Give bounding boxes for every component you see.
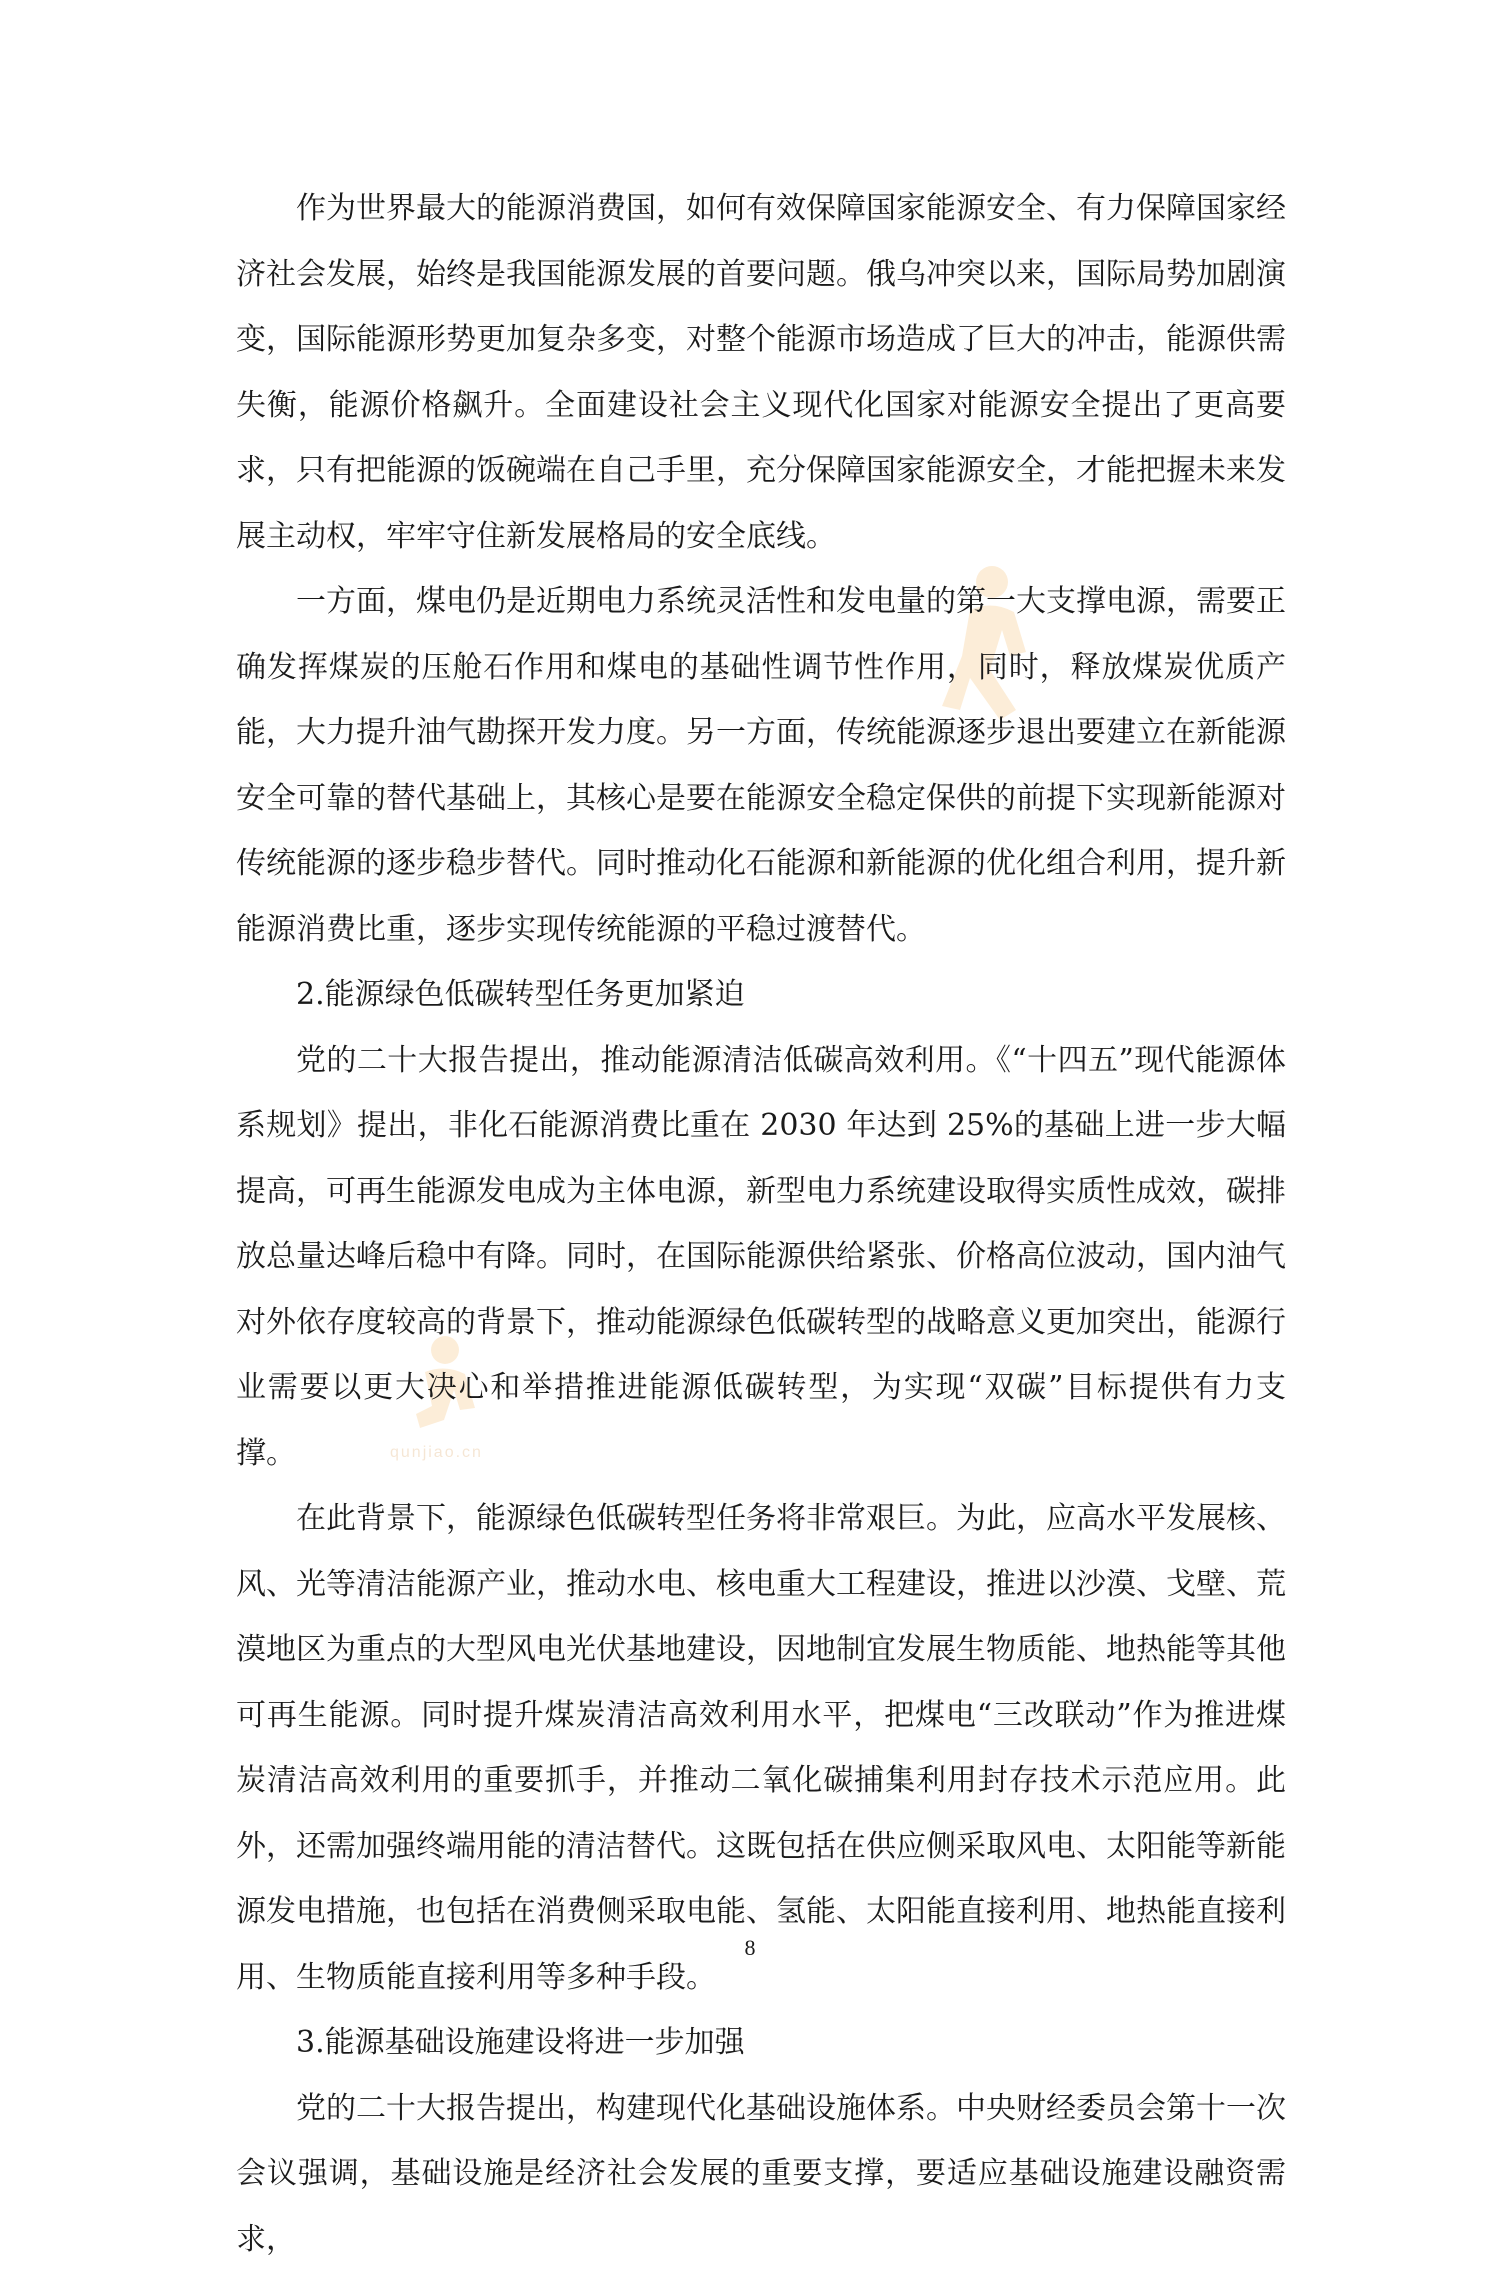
paragraph: 在此背景下，能源绿色低碳转型任务将非常艰巨。为此，应高水平发展核、风、光等清洁能源产业，推动水电、核电重大工程建设，推进以沙漠、戈壁、荒漠地区为重点的大型风电光伏基地建设，因地制宜发展生物质能、地热能等其他可再生能源。同时提升煤炭清洁高效利用水平，把煤电“三改联动”作为推进煤炭清洁高效利用的重要抓手，并推动二氧化碳捕集利用封存技术示范应用。此外，还需加强终端用能的清洁替代。这既包括在供应侧采取风电、太阳能等新能源发电措施，也包括在消费侧采取电能、氢能、太阳能直接利用、地热能直接利用、生物质能直接利用等多种手段。 [236,1486,1286,2010]
watermark-text: qunjiao.cn [390,1444,500,1462]
paragraph: 党的二十大报告提出，构建现代化基础设施体系。中央财经委员会第十一次会议强调，基础设施是经济社会发展的重要支撑，要适应基础设施建设融资需求， [236,2076,1286,2272]
page-number: 8 [0,1935,1500,1961]
paragraph: 党的二十大报告提出，推动能源清洁低碳高效利用。《“十四五”现代能源体系规划》提出，非化石能源消费比重在 2030 年达到 25%的基础上进一步大幅提高，可再生能源发电成为主体电源，新型电力系统建设取得实质性成效，碳排放总量达峰后稳中有降。同时，在国际能源供给紧张、价格高位波动，国内油气对外依存度较高的背景下，推动能源绿色低碳转型的战略意义更加突出，能源行业需要以更大决心和举措推进能源低碳转型，为实现“双碳”目标提供有力支撑。 [236,1028,1286,1487]
paragraph: 作为世界最大的能源消费国，如何有效保障国家能源安全、有力保障国家经济社会发展，始终是我国能源发展的首要问题。俄乌冲突以来，国际局势加剧演变，国际能源形势更加复杂多变，对整个能源市场造成了巨大的冲击，能源供需失衡，能源价格飙升。全面建设社会主义现代化国家对能源安全提出了更高要求，只有把能源的饭碗端在自己手里，充分保障国家能源安全，才能把握未来发展主动权，牢牢守住新发展格局的安全底线。 [236,176,1286,569]
section-heading: 2.能源绿色低碳转型任务更加紧迫 [236,962,1286,1028]
section-heading: 3.能源基础设施建设将进一步加强 [236,2010,1286,2076]
paragraph: 一方面，煤电仍是近期电力系统灵活性和发电量的第一大支撑电源，需要正确发挥煤炭的压舱石作用和煤电的基础性调节性作用，同时，释放煤炭优质产能，大力提升油气勘探开发力度。另一方面，传统能源逐步退出要建立在新能源安全可靠的替代基础上，其核心是要在能源安全稳定保供的前提下实现新能源对传统能源的逐步稳步替代。同时推动化石能源和新能源的优化组合利用，提升新能源消费比重，逐步实现传统能源的平稳过渡替代。 [236,569,1286,962]
